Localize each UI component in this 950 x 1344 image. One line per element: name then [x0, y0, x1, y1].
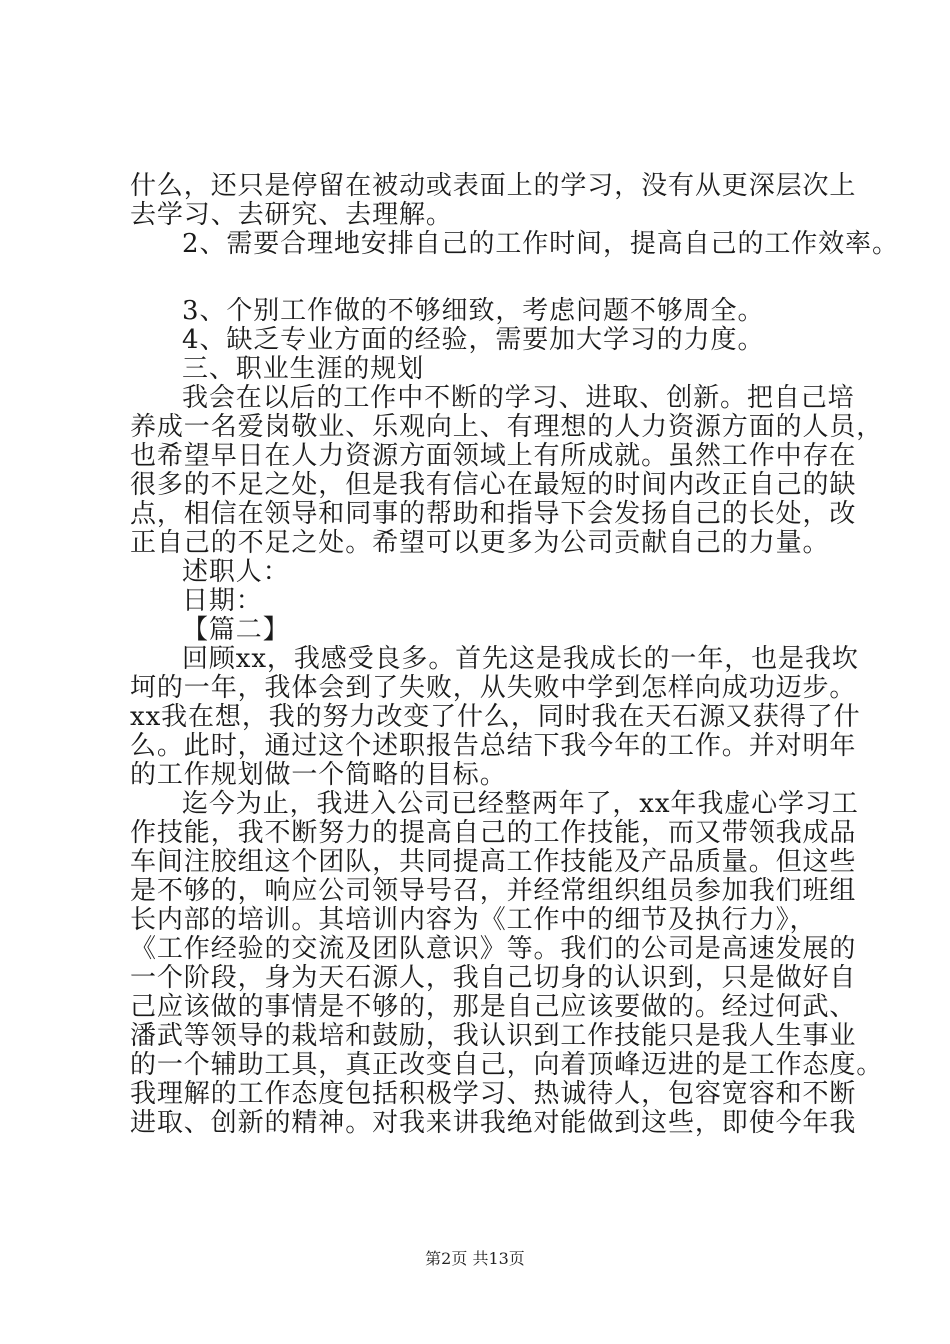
text-line: xx我在想，我的努力改变了什么，同时我在天石源又获得了什	[130, 702, 861, 732]
text-line: 很多的不足之处，但是我有信心在最短的时间内改正自己的缺	[130, 470, 857, 500]
text-line: 也希望早日在人力资源方面领域上有所成就。虽然工作中存在	[130, 441, 857, 471]
text-line: 正自己的不足之处。希望可以更多为公司贡献自己的力量。	[130, 528, 830, 558]
text-line: 是不够的，响应公司领导号召，并经常组织组员参加我们班组	[130, 876, 857, 906]
text-line: 点，相信在领导和同事的帮助和指导下会发扬自己的长处，改	[130, 499, 857, 529]
text-line: 2、需要合理地安排自己的工作时间，提高自己的工作效率。	[182, 229, 899, 259]
text-line: 么。此时，通过这个述职报告总结下我今年的工作。并对明年	[130, 731, 857, 761]
text-line: 日期：	[182, 586, 263, 616]
paragraph-gap	[130, 259, 842, 297]
text-line: 迄今为止，我进入公司已经整两年了，xx年我虚心学习工	[182, 789, 859, 819]
text-line: 【篇二】	[182, 615, 290, 645]
text-line: 一个阶段，身为天石源人，我自己切身的认识到，只是做好自	[130, 963, 857, 993]
text-line: 己应该做的事情是不够的，那是自己应该要做的。经过何武、	[130, 992, 857, 1022]
text-line: 坷的一年，我体会到了失败，从失败中学到怎样向成功迈步。	[130, 673, 857, 703]
text-line: 作技能，我不断努力的提高自己的工作技能，而又带领我成品	[130, 818, 857, 848]
text-line: 的工作规划做一个简略的目标。	[130, 760, 507, 790]
text-line: 我理解的工作态度包括积极学习、热诚待人，包容宽容和不断	[130, 1079, 857, 1109]
text-line: 车间注胶组这个团队，共同提高工作技能及产品质量。但这些	[130, 847, 857, 877]
text-line: 4、缺乏专业方面的经验，需要加大学习的力度。	[182, 325, 765, 355]
text-line: 三、职业生涯的规划	[182, 354, 425, 384]
text-line: 潘武等领导的栽培和鼓励，我认识到工作技能只是我人生事业	[130, 1021, 857, 1051]
page-footer: 第2页 共13页	[425, 1249, 525, 1268]
text-line: 去学习、去研究、去理解。	[130, 200, 453, 230]
text-line: 述职人：	[182, 557, 290, 587]
text-line: 3、个别工作做的不够细致，考虑问题不够周全。	[182, 296, 765, 326]
text-line: 养成一名爱岗敬业、乐观向上、有理想的人力资源方面的人员，	[130, 412, 884, 442]
text-line: 《工作经验的交流及团队意识》等。我们的公司是高速发展的	[130, 934, 857, 964]
text-line: 进取、创新的精神。对我来讲我绝对能做到这些，即使今年我	[130, 1108, 857, 1138]
text-line: 回顾xx，我感受良多。首先这是我成长的一年，也是我坎	[182, 644, 859, 674]
text-line: 的一个辅助工具，真正改变自己，向着顶峰迈进的是工作态度。	[130, 1050, 884, 1080]
document-body	[130, 171, 899, 1138]
text-line: 长内部的培训。其培训内容为《工作中的细节及执行力》，	[130, 905, 817, 935]
text-line: 我会在以后的工作中不断的学习、进取、创新。把自己培	[182, 383, 855, 413]
text-line: 什么，还只是停留在被动或表面上的学习，没有从更深层次上	[130, 171, 857, 201]
